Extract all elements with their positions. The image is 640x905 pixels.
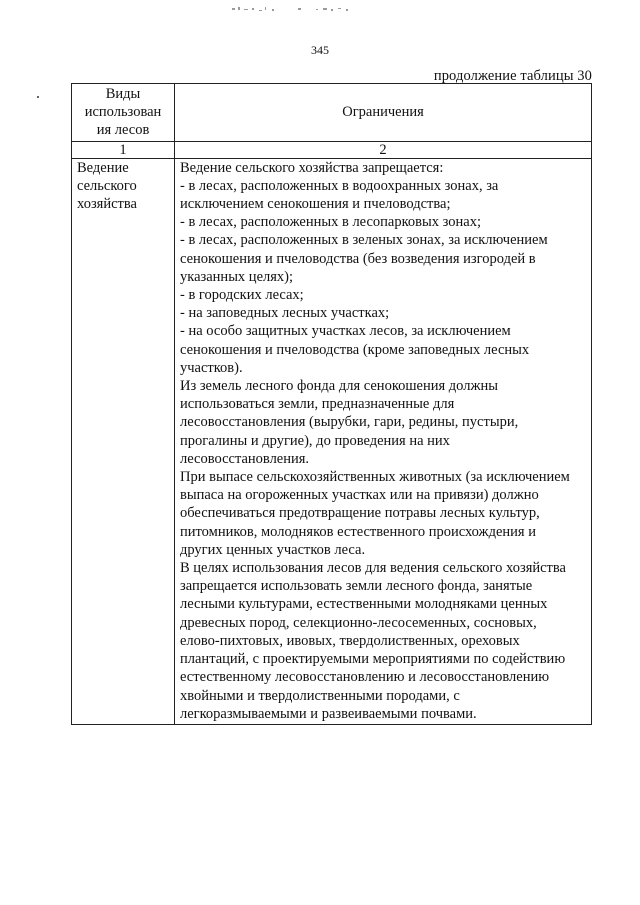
header-cell-usage-types <box>72 84 175 142</box>
page-number: 345 <box>311 43 329 57</box>
restriction-line: выпаса на огороженных участках или на привязи) должно <box>180 487 539 504</box>
header-usage-line: ия лесов <box>96 122 150 139</box>
column-number-1: 1 <box>72 141 175 158</box>
restriction-line: питомников, молодняков естественного происхождения и <box>180 523 536 540</box>
restriction-line: запрещается использовать земли лесного фонда, занятые <box>180 578 533 595</box>
restriction-line: прогалины и другие), до проведения на них <box>180 432 450 449</box>
restriction-line: - в лесах, расположенных в водоохранных зонах, за <box>180 177 499 194</box>
restrictions-table <box>71 83 592 725</box>
usage-type-cell <box>72 158 175 724</box>
header-cell-restrictions: Ограничения <box>175 84 592 142</box>
restriction-line: участков). <box>180 359 243 376</box>
usage-type-line: Ведение <box>77 159 129 176</box>
restriction-line: указанных целях); <box>180 268 294 285</box>
restriction-line: плантаций, с проектируемыми мероприятиями по содействию <box>180 651 566 668</box>
usage-type-line: хозяйства <box>77 196 137 213</box>
restriction-line: легкоразмываемыми и развеиваемыми почвами. <box>180 705 477 722</box>
column-number-2: 2 <box>175 141 592 158</box>
restriction-line: елово-пихтовых, ивовых, твердолиственных, ореховых <box>180 632 520 649</box>
table-row <box>72 158 592 724</box>
scan-artifact <box>228 4 358 16</box>
restriction-line: использоваться земли, предназначенные для <box>180 396 455 413</box>
restriction-line: Из земель лесного фонда для сенокошения должны <box>180 378 498 395</box>
restriction-line: древесных пород, селекционно-лесосеменных, сосновых, <box>180 614 537 631</box>
restriction-line: сенокошения и пчеловодства (кроме заповедных лесных <box>180 341 530 358</box>
restriction-line: лесовосстановления. <box>180 450 310 467</box>
restriction-line: исключением сенокошения и пчеловодства; <box>180 196 451 213</box>
restrictions-cell <box>175 158 592 724</box>
restriction-line: обеспечиваться предотвращение потравы лесных культур, <box>180 505 540 522</box>
restriction-line: естественному лесовосстановлению и лесовосстановлению <box>180 669 550 686</box>
restriction-line: - в лесах, расположенных в лесопарковых зонах; <box>180 214 481 231</box>
restriction-line: лесными культурами, естественными молодняками ценных <box>180 596 548 613</box>
restriction-line: лесовосстановления (вырубки, гари, редины, пустыри, <box>180 414 519 431</box>
restriction-line: При выпасе сельскохозяйственных животных (за исключением <box>180 469 570 486</box>
restriction-line: - на заповедных лесных участках; <box>180 305 390 322</box>
restriction-line: хвойными и твердолиственными породами, с <box>180 687 460 704</box>
restriction-line: - на особо защитных участках лесов, за исключением <box>180 323 511 340</box>
table-continuation-caption: продолжение таблицы 30 <box>433 68 592 84</box>
restriction-line: - в городских лесах; <box>180 287 304 304</box>
usage-type-line: сельского <box>77 177 137 194</box>
column-number-row <box>72 141 592 158</box>
restriction-line: - в лесах, расположенных в зеленых зонах, за исключением <box>180 232 548 249</box>
table-header-row <box>72 84 592 142</box>
header-usage-line: использован <box>84 104 162 121</box>
restriction-line: других ценных участков леса. <box>180 541 366 558</box>
restriction-line: В целях использования лесов для ведения сельского хозяйства <box>180 560 566 577</box>
margin-speck <box>37 96 39 98</box>
restriction-line: Ведение сельского хозяйства запрещается: <box>180 159 444 176</box>
restriction-line: сенокошения и пчеловодства (без возведения изгородей в <box>180 250 536 267</box>
header-usage-line: Виды <box>105 86 141 102</box>
